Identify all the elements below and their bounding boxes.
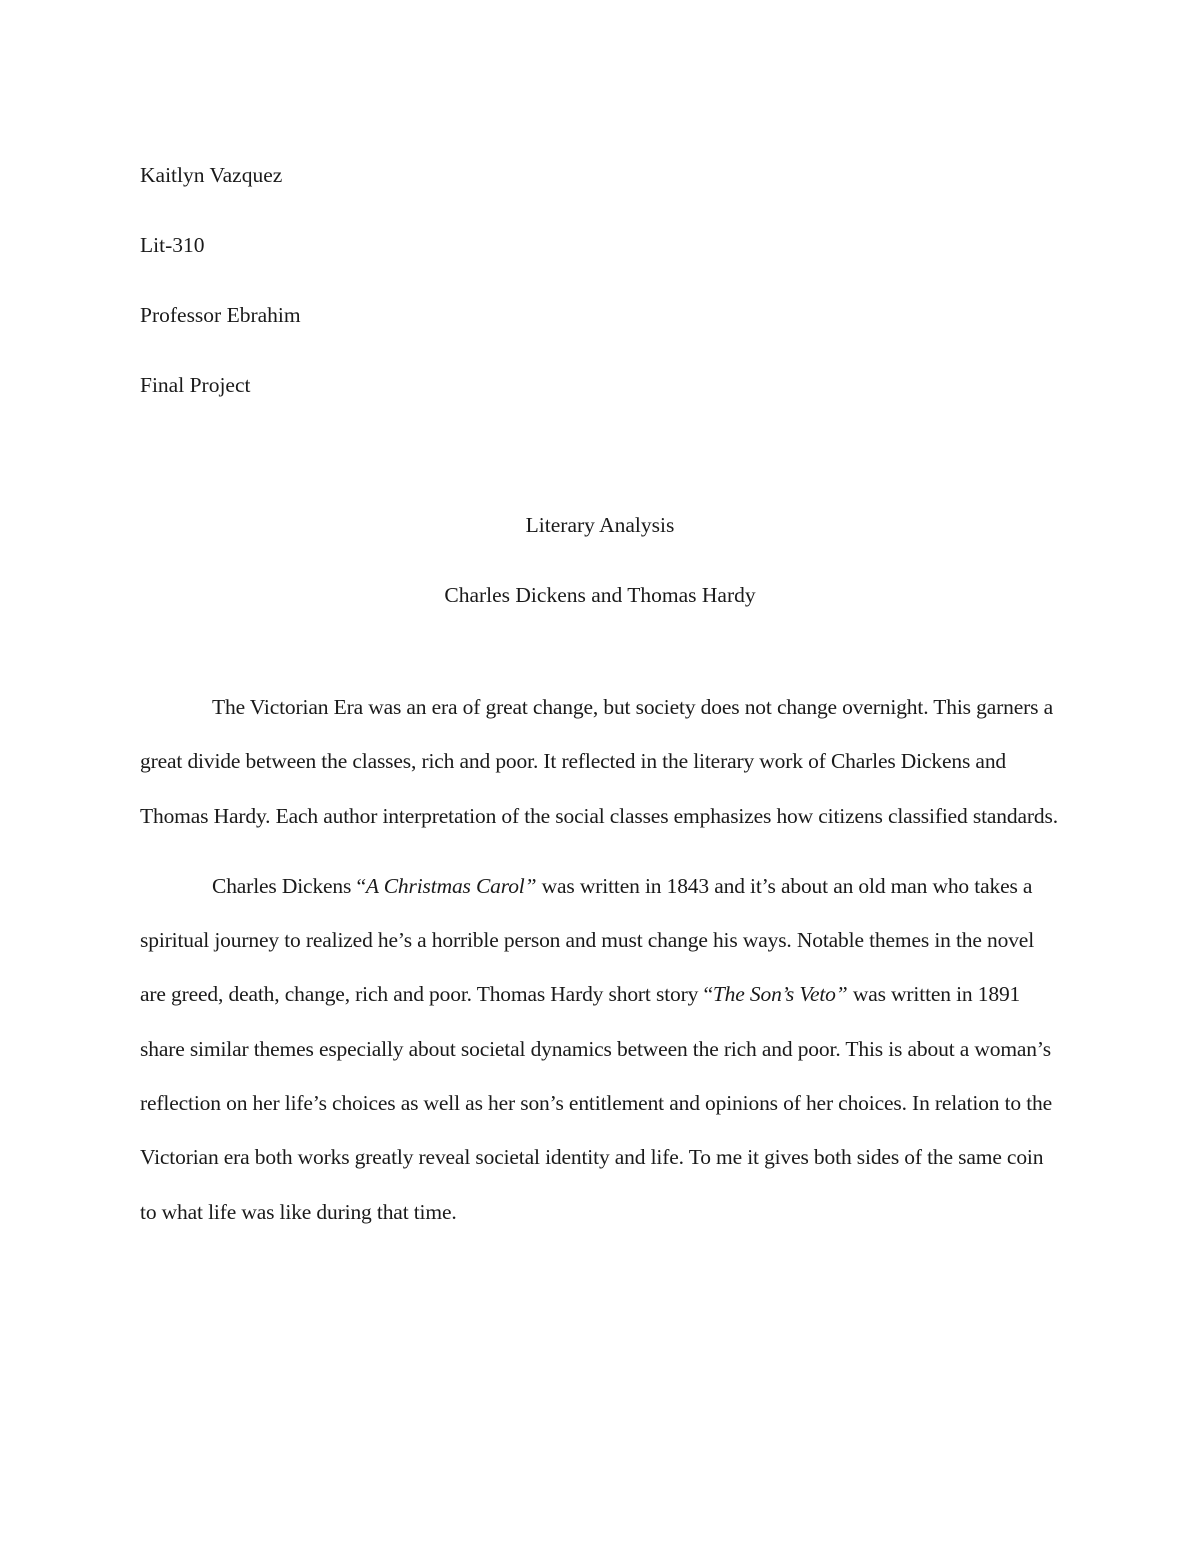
paragraph-2-text-1: Charles Dickens “ — [212, 873, 366, 898]
paragraph-2 — [140, 859, 1060, 1239]
document-title: Literary Analysis — [525, 513, 675, 537]
document-content — [140, 140, 1060, 1239]
heading-block — [140, 140, 1060, 420]
body-text — [140, 680, 1060, 1239]
work-title-christmas-carol: A Christmas Carol” — [365, 873, 537, 898]
title-block — [140, 490, 1060, 630]
paragraph-2-text-2: was written in 1843 and it’s about an old man who takes a spiritual journey to realized he’s a horrible person and must change his ways. Notable themes in the novel are greed, death, change, rich and poor. Thomas Hardy short story “ — [140, 873, 1035, 1007]
paragraph-1: The Victorian Era was an era of great change, but society does not change overnight. This garners a great divide between the classes, rich and poor. It reflected in the literary work of Charles Dickens and Thomas Hardy. Each author interpretation of the social classes emphasizes how citizens classified standards. — [140, 695, 1058, 828]
course-code: Lit-310 — [140, 233, 205, 257]
document-subtitle: Charles Dickens and Thomas Hardy — [444, 583, 756, 607]
assignment-name: Final Project — [140, 373, 251, 397]
author-name: Kaitlyn Vazquez — [140, 163, 283, 187]
professor-name: Professor Ebrahim — [140, 303, 301, 327]
work-title-sons-veto: The Son’s Veto” — [712, 982, 848, 1007]
paragraph-2-text-3: was written in 1891 share similar themes especially about societal dynamics between the rich and poor. This is about a woman’s reflection on her life’s choices as well as her son’s entitlement and opinions of her choices. In relation to the Victorian era both works greatly reveal societal identity and life. To me it gives both sides of the same coin to what life was like during that time. — [140, 982, 1053, 1224]
